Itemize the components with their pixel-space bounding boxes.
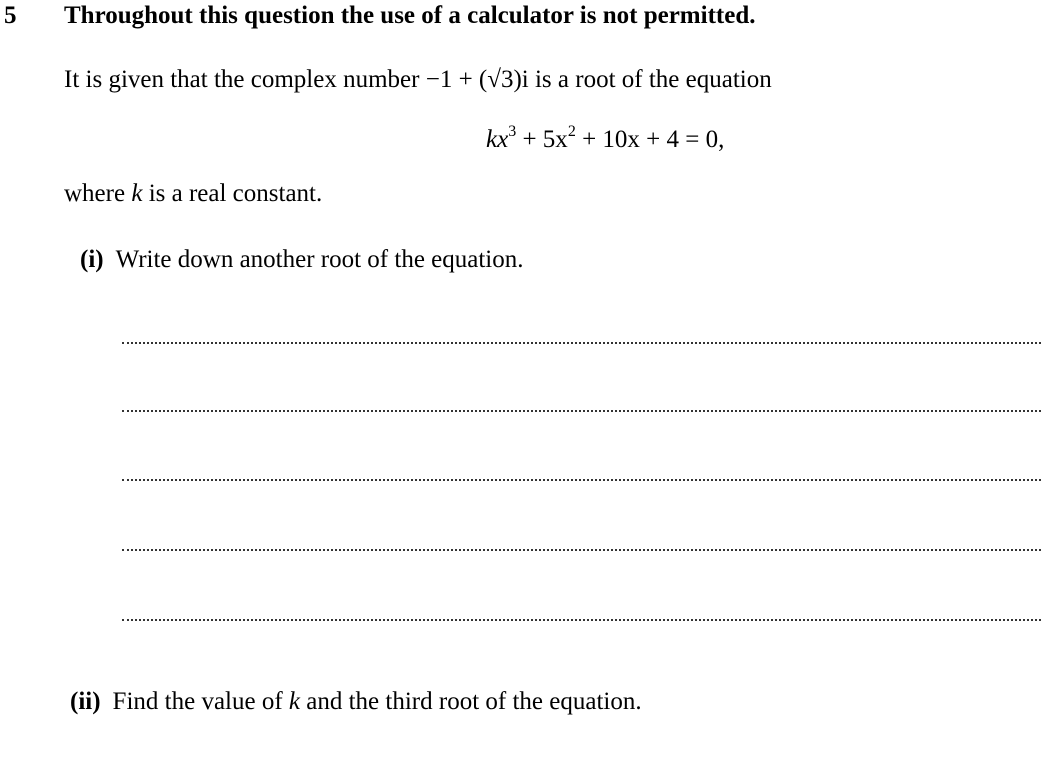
where-prefix: where [64, 180, 132, 207]
where-suffix: is a real constant. [142, 180, 323, 207]
answer-line[interactable] [122, 619, 1041, 621]
answer-line[interactable] [122, 410, 1041, 412]
part-ii-label: (ii) [70, 688, 101, 715]
equation-exponent-3: 3 [508, 123, 517, 140]
cubic-equation [486, 123, 725, 154]
answer-line[interactable] [122, 479, 1041, 481]
constant-statement [64, 180, 322, 208]
part-i [80, 246, 524, 274]
part-ii [70, 688, 642, 716]
equation-exponent-2: 2 [567, 123, 576, 140]
question-intro: It is given that the complex number −1 + (√3)i is a root of the equation [64, 66, 772, 93]
part-i-label: (i) [80, 246, 104, 273]
equation-term-rest: + 10x + 4 = 0, [575, 126, 725, 153]
equation-term-5x: + 5x [516, 126, 568, 153]
part-i-text: Write down another root of the equation. [115, 246, 524, 273]
equation-term-kx: kx [486, 126, 509, 153]
calculator-instruction: Throughout this question the use of a calculator is not permitted. [64, 2, 756, 29]
answer-line[interactable] [122, 549, 1041, 551]
part-ii-variable: k [288, 688, 301, 715]
question-number: 5 [4, 2, 17, 29]
answer-line[interactable] [122, 342, 1041, 344]
where-variable: k [131, 180, 143, 207]
part-ii-text-prefix: Find the value of [112, 688, 289, 715]
part-ii-text-suffix: and the third root of the equation. [300, 688, 642, 715]
